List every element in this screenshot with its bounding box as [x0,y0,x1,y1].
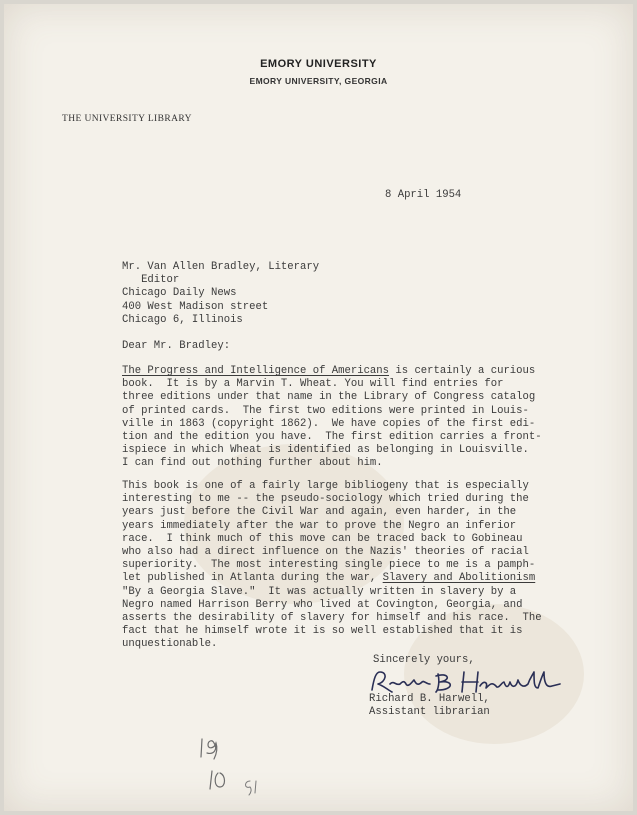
letter-page [4,4,633,811]
address-line: Editor [122,274,180,287]
paragraph-line: tion and the edition you have. The first edition carries a front- [122,431,542,444]
paragraph-line: "By a Georgia Slave." It was actually written in slavery by a [122,585,517,598]
paragraph-line: Negro named Harrison Berry who lived at Covington, Georgia, and [122,598,523,611]
paragraph-line: interesting to me -- the pseudo-sociology which tried during the [122,493,529,506]
closing: Sincerely yours, [373,654,475,666]
paragraph-line: superiority. The most interesting single piece to me is a pamph- [122,559,536,572]
pencil-note-10 [208,767,238,793]
paragraph-line: let published in Atlanta during the war, Slavery and Abolitionism [122,572,536,585]
paragraph-line: years immediately after the war to prove the Negro an inferior [122,519,517,532]
paragraph-line: fact that he himself wrote it is so well established that it is [122,625,523,638]
paragraph-line: of printed cards. The first two editions were printed in Louis- [122,404,529,417]
pencil-note-91 [240,777,270,797]
letterhead-department: THE UNIVERSITY LIBRARY [62,114,192,124]
paragraph-line: asserts the desirability of slavery for himself and his race. The [122,612,542,625]
paragraph-line: years just before the Civil War and again, even harder, in the [122,506,517,519]
paragraph-line: three editions under that name in the Library of Congress catalog [122,391,536,404]
book-title-underlined: The Progress and Intelligence of Americans [122,365,390,377]
paragraph-2 [122,480,542,652]
paragraph-line: This book is one of a fairly large bibliogeny that is especially [122,480,529,492]
recipient-address [122,261,319,327]
paragraph-line: ispiece in which Wheat is identified as belonging in Louisville. [122,444,529,457]
paragraph-1 [122,365,542,471]
salutation: Dear Mr. Bradley: [122,340,231,352]
paragraph-line: unquestionable. [122,638,218,651]
book-title-underlined: Slavery and Abolitionism [382,572,536,585]
paragraph-line: ville in 1863 (copyright 1862). We have copies of the first edi- [122,417,536,430]
paragraph-line: I can find out nothing further about him. [122,457,383,470]
paragraph-line: race. I think much of this move can be traced back to Gobineau [122,532,523,545]
address-line: Chicago Daily News [122,287,237,300]
address-line: Mr. Van Allen Bradley, Literary [122,261,320,273]
paragraph-line: The Progress and Intelligence of Americans is certainly a curious [122,365,536,377]
paragraph-line: who also had a direct influence on the Nazis' theories of racial [122,546,529,559]
address-line: 400 West Madison street [122,300,269,313]
signatory-name: Richard B. Harwell, [369,693,490,705]
letter-date: 8 April 1954 [385,189,462,201]
signatory-title: Assistant librarian [369,706,490,718]
pencil-note-19 [198,735,228,761]
letterhead-institution: EMORY UNIVERSITY [260,58,377,70]
address-line: Chicago 6, Illinois [122,313,243,326]
paragraph-line: book. It is by a Marvin T. Wheat. You will find entries for [122,378,504,391]
letterhead-address: EMORY UNIVERSITY, GEORGIA [249,76,388,86]
